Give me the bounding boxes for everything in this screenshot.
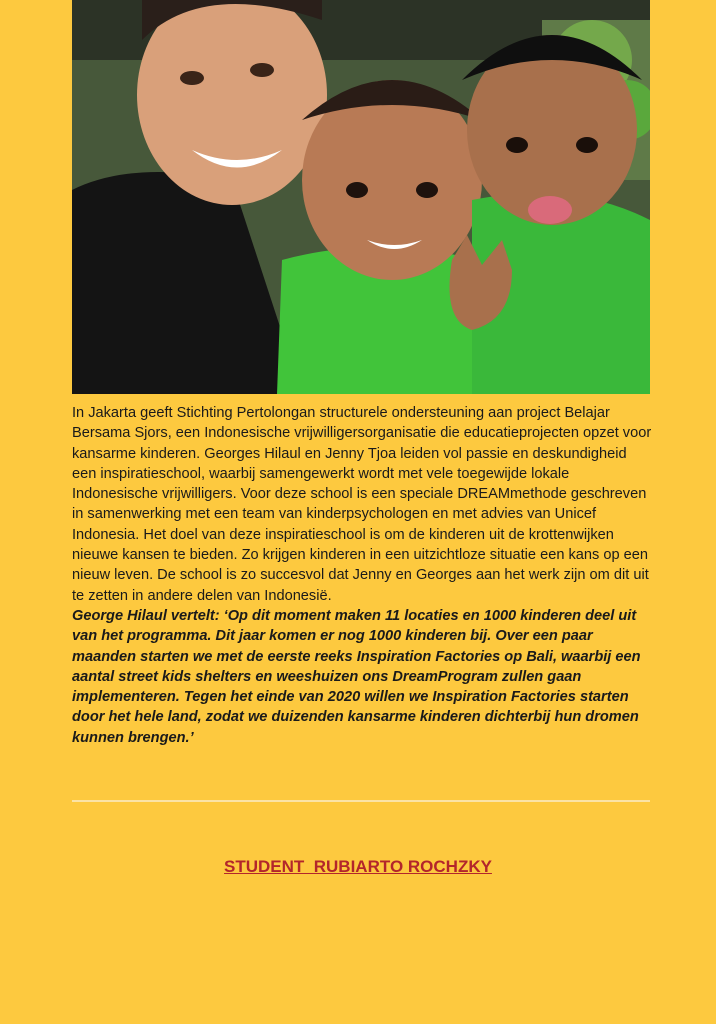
article-text	[72, 403, 652, 748]
student-heading: STUDENT RUBIARTO ROCHZKY	[224, 857, 492, 876]
article-quote: George Hilaul vertelt: ‘Op dit moment maken 11 locaties en 1000 kinderen deel uit van het programma. Dit jaar komen er nog 1000 kinderen bij. Over een paar maanden starten we met de eerste reeks Inspiration Factories op Bali, waarbij een aantal street kids shelters en weeshuizen ons DreamProgram zullen gaan implementeren. Tegen het einde van 2020 willen we Inspiration Factories starten door het hele land, zodat we duizenden kansarme kinderen dichterbij hun dromen kunnen brengen.’	[72, 607, 641, 746]
article-paragraph: In Jakarta geeft Stichting Pertolongan structurele ondersteuning aan project Belajar Bersama Sjors, een Indonesische vrijwilligersorganisatie die educatieprojecten opzet voor kansarme kinderen. Georges Hilaul en Jenny Tjoa leiden vol passie en deskundigheid een inspiratieschool, waarbij samengewerkt wordt met vele toegewijde lokale Indonesische vrijwilligers. Voor deze school is een speciale DREAMmethode geschreven in samenwerking met een team van kinderpsychologen en met advies van Unicef Indonesia. Het doel van deze inspiratieschool is om de kinderen uit de krottenwijken nieuwe kansen te bieden. Zo krijgen kinderen in een uitzichtloze situatie een kans op een nieuw leven. De school is zo succesvol dat Jenny en Georges aan het werk zijn om dit uit te zetten in andere delen van Indonesië.	[72, 405, 652, 604]
divider	[72, 800, 650, 802]
article-photo	[72, 0, 650, 394]
photo-icon	[72, 0, 650, 394]
